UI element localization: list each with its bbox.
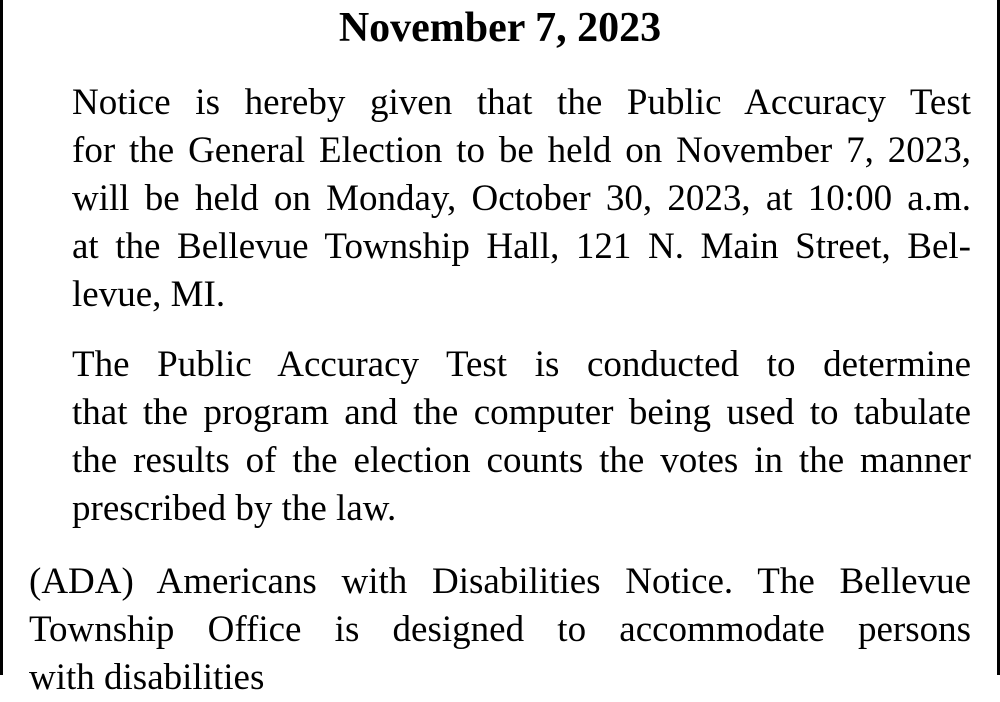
notice-paragraph-ada bbox=[29, 558, 971, 702]
notice-paragraph-accuracy-test bbox=[29, 79, 971, 319]
election-date-heading: November 7, 2023 bbox=[338, 5, 662, 51]
paragraph-line: at the Bellevue Township Hall, 121 N. Main Street, Bel- bbox=[72, 226, 971, 267]
paragraph-line: for the General Election to be held on November 7, 2023, bbox=[72, 130, 971, 171]
paragraph-line: Notice is hereby given that the Public Accuracy Test bbox=[72, 82, 971, 123]
paragraph-line: the results of the election counts the votes in the manner bbox=[72, 440, 971, 481]
paragraph-line: prescribed by the law. bbox=[72, 488, 397, 529]
paragraph-line: that the program and the computer being used to tabulate bbox=[72, 392, 971, 433]
paragraph-line: levue, MI. bbox=[72, 274, 226, 315]
paragraph-line: (ADA) Americans with Disabilities Notice. The Bellevue bbox=[29, 561, 971, 602]
notice-paragraph-purpose bbox=[29, 341, 971, 533]
paragraph-line: will be held on Monday, October 30, 2023, at 10:00 a.m. bbox=[72, 178, 971, 219]
notice-content bbox=[29, 0, 971, 702]
paragraph-line: The Public Accuracy Test is conducted to determine bbox=[72, 344, 971, 385]
paragraph-line: Township Office is designed to accommodate persons bbox=[29, 609, 971, 650]
paragraph-line: with disabilities bbox=[29, 657, 265, 698]
